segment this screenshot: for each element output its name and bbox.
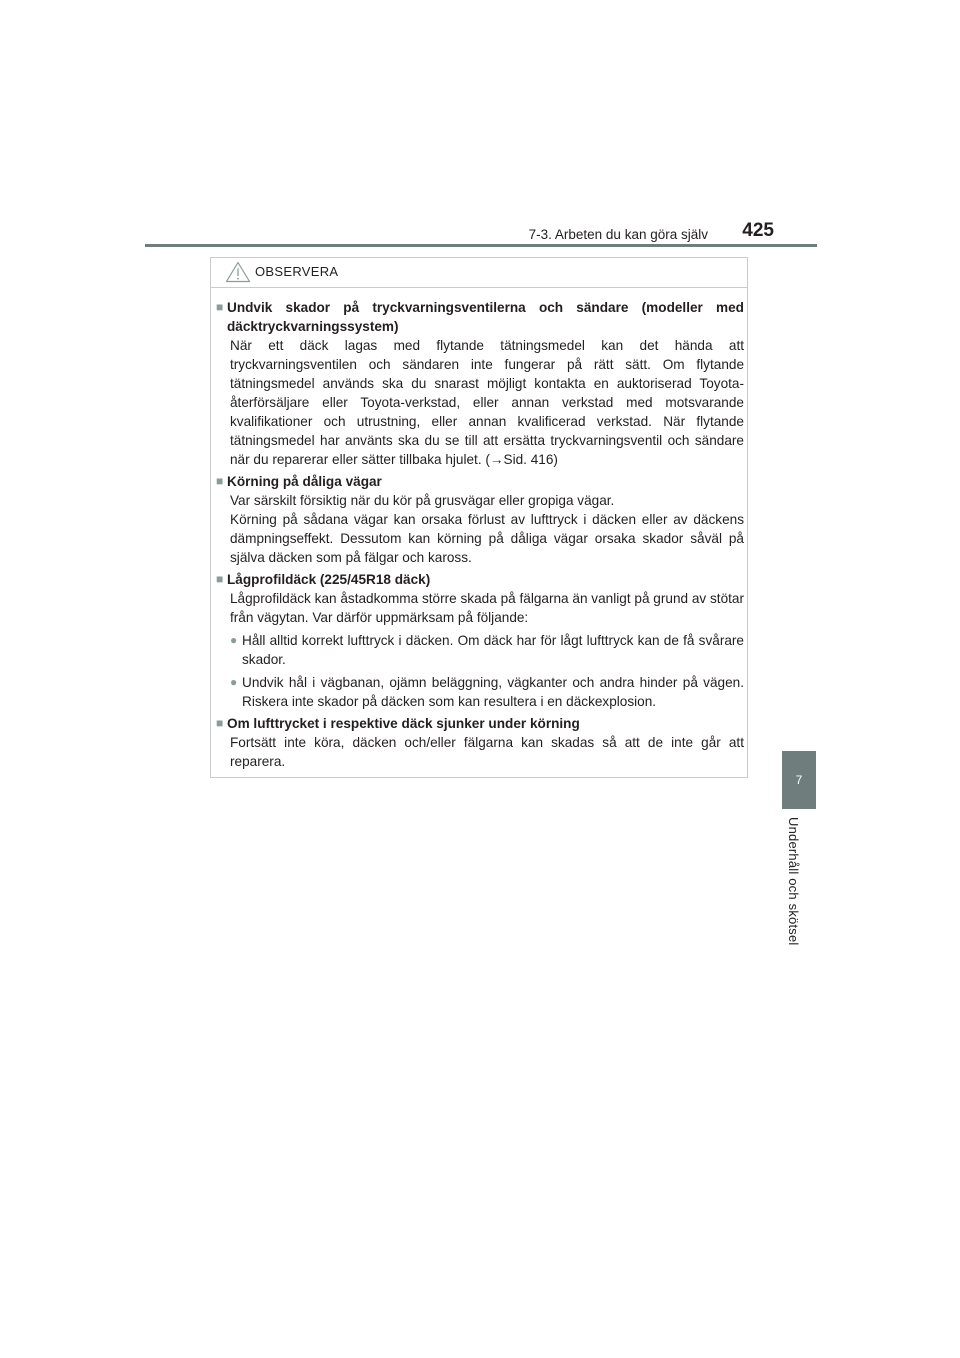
chapter-name: Underhåll och skötsel [786,817,801,946]
section-heading: ■ Lågprofildäck (225/45R18 däck) [216,572,431,587]
notice-box [210,257,748,778]
list-item: ● Håll alltid korrekt lufttryck i däcken. Om däck har för lågt lufttryck kan de få svårare skador. [230,633,744,667]
paragraph: Var särskilt försiktig när du kör på grusvägar eller gropiga vägar. [230,493,615,508]
section-heading: ■ Om lufttrycket i respektive däck sjunker under körning [216,716,580,731]
warning-triangle-icon [225,261,251,283]
circle-bullet-icon: ● [230,675,238,689]
notice-body [216,298,744,774]
paragraph: Lågprofildäck kan åstadkomma större skada på fälgarna än vanligt på grund av stötar från vägytan. Var därför uppmärksam på följande: [230,591,744,625]
notice-section [216,298,744,469]
section-heading: ■ Undvik skador på tryckvarningsventilerna och sändare (modeller med däcktryckvarningssystem) [216,300,744,334]
notice-section [216,714,744,771]
paragraph: Fortsätt inte köra, däcken och/eller fälgarna kan skadas så att de inte går att reparera. [230,735,744,769]
chapter-number: 7 [795,773,803,787]
notice-section [216,570,744,711]
square-bullet-icon: ■ [216,716,224,730]
paragraph: Körning på sådana vägar kan orsaka förlust av lufttryck i däcken eller av däckens dämpningseffekt. Dessutom kan körning på dåliga vägar orsaka skador såväl på själva däcken som på fälgar och kaross. [230,512,744,565]
page-number: 425 [742,220,774,241]
square-bullet-icon: ■ [216,572,224,586]
notice-section [216,472,744,567]
notice-title: OBSERVERA [255,264,339,279]
section-title: 7-3. Arbeten du kan göra själv [528,227,708,242]
paragraph: När ett däck lagas med flytande tätningsmedel kan det hända att tryckvarningsventilen och sändaren inte fungerar på rätt sätt. Om flytande tätningsmedel används ska du snarast möjligt kontakta en auktoriserad Toyota-återförsäljare eller Toyota-verkstad, eller annan verkstad med motsvarande kvalifikationer och utrustning, eller annan kvalificerad verkstad. När flytande tätningsmedel har använts ska du se till att ersätta tryckvarningsventil och sändare när du reparerar eller sätter tillbaka hjulet. (→Sid. 416) [230,338,744,467]
square-bullet-icon: ■ [216,474,224,488]
header-divider [145,244,817,247]
list-item: ● Undvik hål i vägbanan, ojämn beläggning, vägkanter och andra hinder på vägen. Riskera inte skador på däcken som kan resultera i en däckexplosion. [230,675,744,709]
chapter-tab [782,751,816,809]
square-bullet-icon: ■ [216,300,224,314]
notice-header [211,258,747,288]
circle-bullet-icon: ● [230,633,238,647]
section-heading: ■ Körning på dåliga vägar [216,474,382,489]
